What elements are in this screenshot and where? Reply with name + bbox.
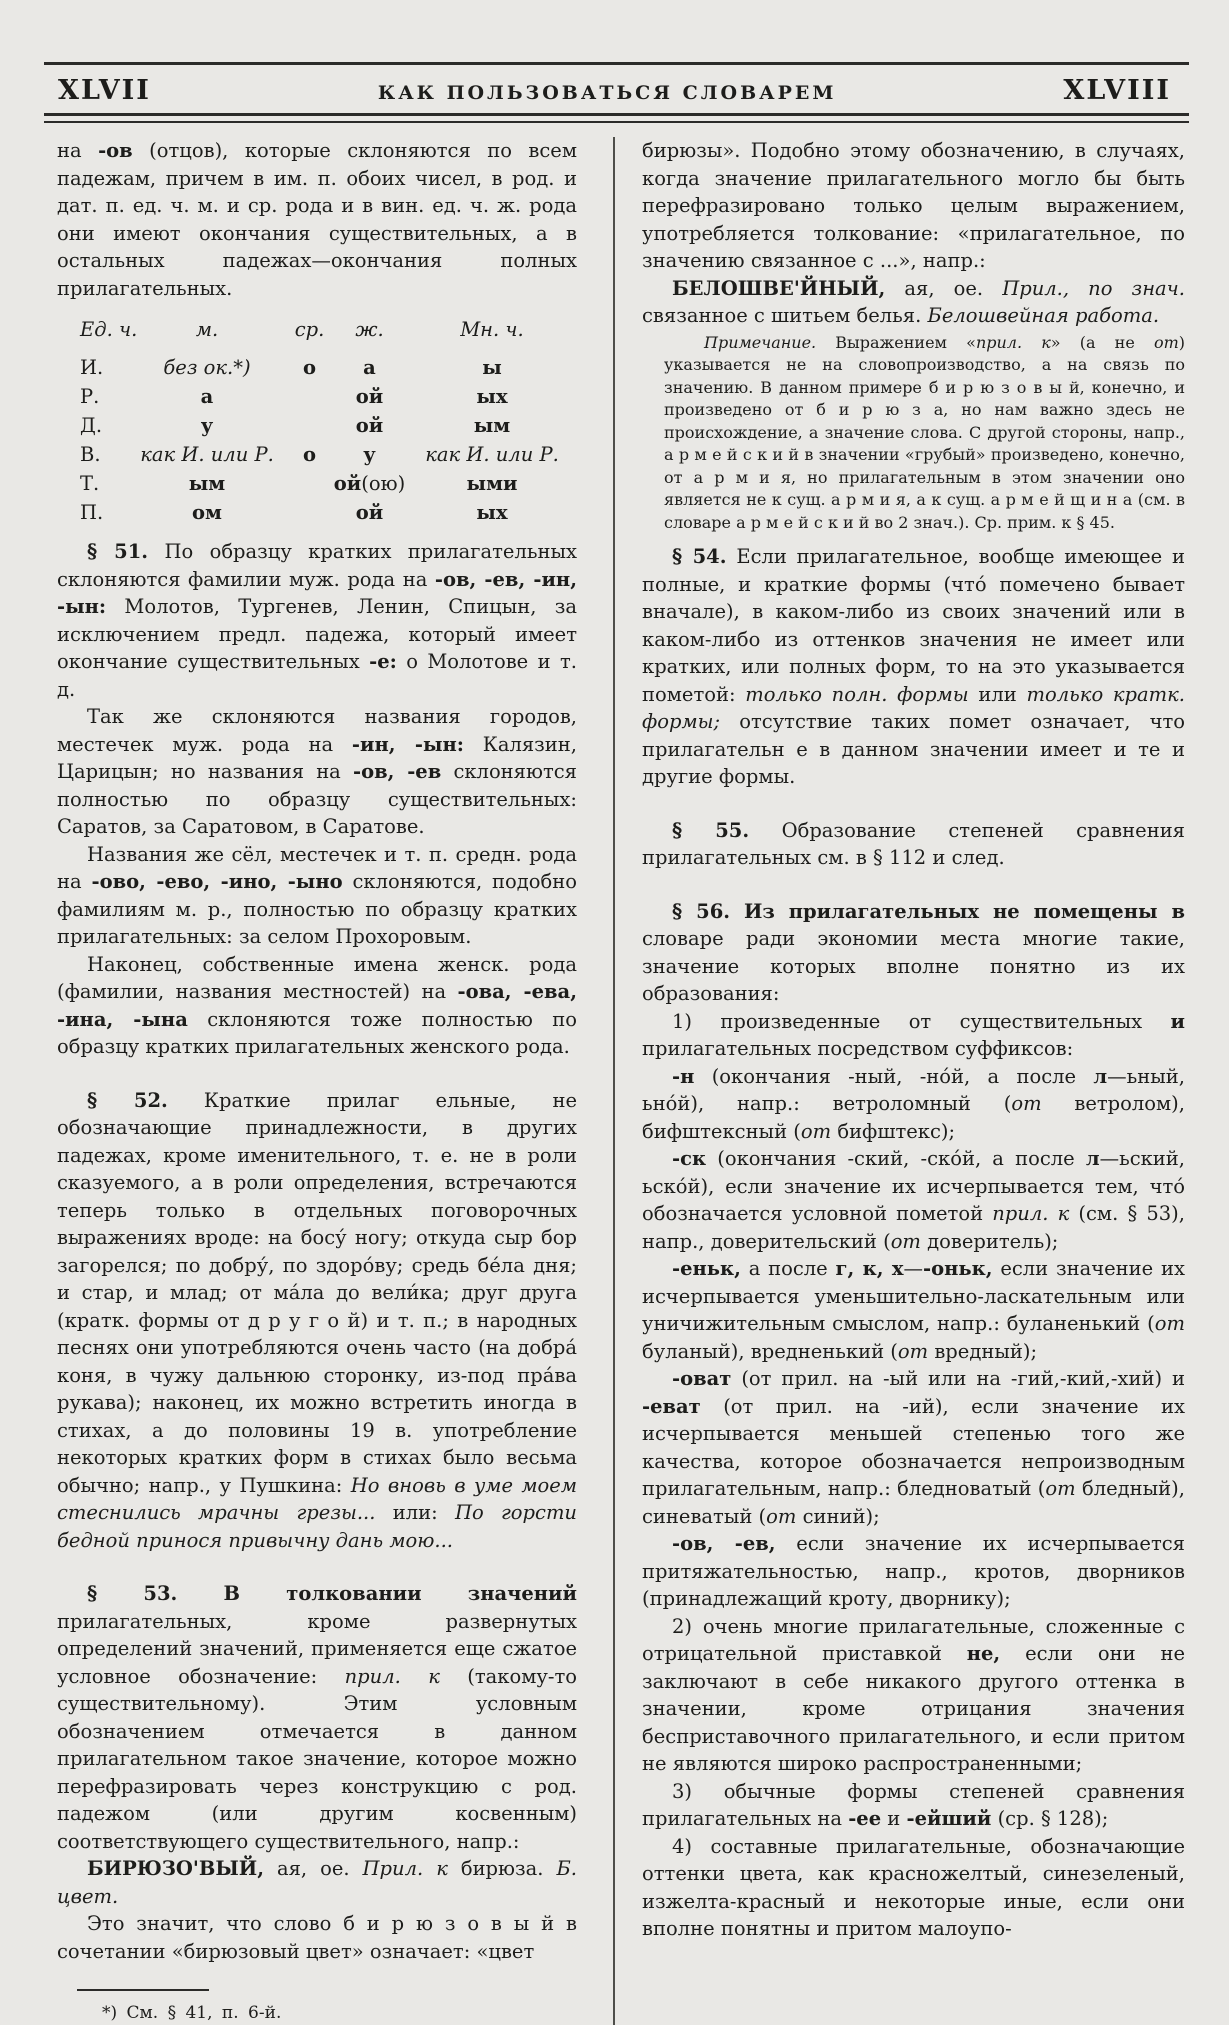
running-title: КАК ПОЛЬЗОВАТЬСЯ СЛОВАРЕМ <box>377 82 837 104</box>
table-header-cell: м. <box>195 318 219 341</box>
section-51-paragraph-2: Так же склоняются названия городов, местечек муж. рода на -ин, -ын: Калязин, Царицын; но названия на -ов, -ев склоняются полностью по образцу существительных: Саратов, за Саратовом, в Саратове. <box>57 705 577 838</box>
continuation-paragraph: бирюзы». Подобно этому обозначению, в случаях, когда значение прилагательного могло бы быть перефразировано только целым выражением, употребляется толкование: «прилагательное, по значению связанное с ...», напр.: <box>642 139 1185 272</box>
section-55-paragraph: § 55. Образование степеней сравнения прилагательных см. в § 112 и след. <box>642 818 1185 869</box>
dictionary-guide-page <box>0 62 1229 2023</box>
section-51-paragraph-1: § 51. По образцу кратких прилагательных склоняются фамилии муж. рода на -ов, -ев, -ин, -ын: Молотов, Тургенев, Ленин, Спицын, за исключением предл. падежа, который имеет окончание существительных -е: о Молотове и т. д. <box>57 540 577 701</box>
table-header-cell: ср. <box>294 318 325 341</box>
table-row <box>57 498 577 527</box>
note-paragraph: Примечание. Выражением «прил. к» (а не от) указывается не на словопроизводство, а на связь по значению. В данном примере б и р ю з о в ы й, конечно, и произведено от б и р ю з а, но нам важно здесь не происхождение, а значение слова. С другой стороны, напр., а р м е й с к и й в значении «грубый» произведено, конечно, от а р м и я, но прилагательным в этом значении оно является не к сущ. а р м и я, а к сущ. а р м е й щ и н а (см. в словаре а р м е й с к и й во 2 знач.). Ср. прим. к § 45. <box>664 332 1186 532</box>
suffix-enk-paragraph: -еньк, а после г, к, х—-оньк, если значение их исчерпывается уменьшительно-ласкательным или уничижительным смыслом, напр.: буланенький (от буланый), вредненький (от вредный); <box>642 1257 1185 1363</box>
table-cell: у <box>363 443 376 466</box>
page-header <box>58 75 1171 106</box>
table-cell: И. <box>80 356 104 379</box>
footnote: *) См. § 41, п. 6-й. <box>102 2003 282 2023</box>
section-56-item-3: 3) обычные формы степеней сравнения прилагательных на -ее и -ейший (ср. § 128); <box>642 1779 1185 1830</box>
page-number-right: XLVIII <box>1063 75 1171 106</box>
table-row <box>57 469 577 498</box>
table-cell: ых <box>476 385 508 408</box>
table-cell: ы <box>482 356 502 379</box>
text-columns <box>57 137 1185 2025</box>
table-cell: без ок.*) <box>163 356 251 379</box>
table-cell <box>287 498 332 527</box>
section-56-item-2: 2) очень многие прилагательные, сложенные с отрицательной приставкой не, если они не заключают в себе никакого другого оттенка в значении, кроме отрицания значения бесприставочного прилагательного, и если притом не являются широко распространенными; <box>642 1614 1185 1775</box>
entry-biryuzovy: БИРЮЗО'ВЫЙ, ая, ое. Прил. к бирюза. Б. цвет. <box>57 1857 577 1908</box>
table-cell: Т. <box>80 472 100 495</box>
section-52-paragraph: § 52. Краткие прилаг ельные, не обозначающие принадлежности, в других падежах, кроме именительного, т. е. не в роли сказуемого, а в роли определения, встречаются теперь только в отдельных поговорочных выражениях вроде: на босу́ ногу; откуда сыр бор загорелся; по добру́, по здоро́ву; средь бе́ла дня; и стар, и млад; от ма́ла до вели́ка; друг друга (кратк. формы от д р у г о й) и т. п.; в народных песнях они употребляются очень часто (на добра́ коня, в чужу дальнюю сторонку, из-под пра́ва рукава); наконец, их можно встретить иногда в стихах, а до половины 19 в. употребление некоторых кратких форм в стихах было весьма обычно; напр., у Пушкина: Но вновь в уме моем стеснились мрачны грезы... или: По горсти бедной принося привычну дань мою... <box>57 1088 577 1552</box>
table-cell: а <box>200 385 214 408</box>
section-56-paragraph: § 56. Из прилагательных не помещены в словаре ради экономии места многие такие, значение которых вполне понятно из их образования: <box>642 899 1185 1005</box>
table-row <box>57 440 577 469</box>
table-cell: о <box>302 356 316 379</box>
suffix-ovat-paragraph: -оват (от прил. на -ый или на -гий,-кий,-хий) и -еват (от прил. на -ий), если значение их исчерпывается меньшей степенью того же качества, которое обозначается непроизводным прилагательным, напр.: бледноватый (от бледный), синеватый (от синий); <box>642 1367 1185 1528</box>
top-rule <box>44 62 1189 65</box>
left-column <box>57 137 613 2025</box>
section-51-paragraph-4: Наконец, собственные имена женск. рода (фамилии, названия местностей) на -ова, -ева, -ина, -ына склоняются тоже полностью по образцу кратких прилагательных женского рода. <box>57 952 577 1058</box>
table-cell: Д. <box>80 414 103 437</box>
table-cell <box>287 382 332 411</box>
header-double-rule <box>44 113 1189 123</box>
table-header-row <box>57 315 577 344</box>
page-number-left: XLVII <box>58 75 151 106</box>
suffix-ov-paragraph: -ов, -ев, если значение их исчерпывается притяжательностью, напр., кротов, дворников (принадлежащий кроту, дворнику); <box>642 1532 1185 1610</box>
table-cell: а <box>363 356 376 379</box>
table-cell: ой <box>355 414 384 437</box>
section-53-paragraph-2: Это значит, что слово б и р ю з о в ы й в сочетании «бирюзовый цвет» означает: «цвет <box>57 1912 577 1963</box>
section-51-paragraph-3: Названия же сёл, местечек и т. п. средн. рода на -ово, -ево, -ино, -ыно склоняются, подобно фамилиям м. р., полностью по образцу кратких прилагательных: за селом Прохоровым. <box>57 842 578 948</box>
table-cell <box>287 469 332 498</box>
section-53-paragraph: § 53. В толковании значений прилагательных, кроме развернутых определений значений, применяется еще сжатое условное обозначение: прил. к (такому-то существительному). Этим условным обозначением отмечается в данном прилагательном такое значение, которое можно перефразировать через конструкцию с род. падежом (или другим косвенным) соответствующего существительного, напр.: <box>57 1582 577 1853</box>
table-cell <box>287 411 332 440</box>
table-cell: Р. <box>80 385 100 408</box>
table-cell: ых <box>476 501 508 524</box>
table-cell: ым <box>188 472 226 495</box>
table-row <box>57 353 577 382</box>
table-header-cell: Ед. ч. <box>80 318 138 341</box>
right-column <box>613 137 1185 2025</box>
footnote-rule <box>77 1989 209 1991</box>
suffix-sk-paragraph: -ск (окончания -ский, -ско́й, а после л—ьский, ьско́й), если значение их исчерпывается тем, что́ обозначается условной пометой прил. к (см. § 53), напр., доверительский (от доверитель); <box>642 1147 1185 1253</box>
table-cell: ой <box>355 501 384 524</box>
table-cell: П. <box>80 501 104 524</box>
table-cell: ым <box>473 414 511 437</box>
table-cell: у <box>200 414 214 437</box>
table-cell: ой(ою) <box>333 472 406 495</box>
table-cell: о <box>302 443 316 466</box>
table-header-cell: Мн. ч. <box>460 318 524 341</box>
table-cell: ыми <box>466 472 518 495</box>
table-cell: как И. или Р. <box>425 443 559 466</box>
section-54-paragraph: § 54. Если прилагательное, вообще имеющее и полные, и краткие формы (что́ помечено бывает вначале), в каком-либо из своих значений или в каком-либо из оттенков значения не имеет или кратких, или полных форм, то на это указывается пометой: только полн. формы или только кратк. формы; отсутствие таких помет означает, что прилагательн е в данном значении имеет и те и другие формы. <box>642 545 1185 788</box>
declension-table <box>57 315 577 527</box>
section-56-item-4: 4) составные прилагательные, обозначающие оттенки цвета, как красножелтый, синезеленый, изжелта-красный и некоторые иные, если они вполне понятны и притом малоупо- <box>642 1834 1185 1940</box>
table-row <box>57 411 577 440</box>
entry-beloshveiny: БЕЛОШВЕ'ЙНЫЙ, ая, ое. Прил., по знач. связанное с шитьем белья. Белошвейная работа. <box>642 276 1185 327</box>
table-cell: как И. или Р. <box>140 443 274 466</box>
table-cell: ом <box>192 501 222 524</box>
intro-paragraph: на -ов (отцов), которые склоняются по всем падежам, причем в им. п. обоих чисел, в род. и дат. п. ед. ч. м. и ср. рода и в вин. ед. ч. ж. рода они имеют окончания существительных, а в остальных падежах—окончания полных прилагательных. <box>57 139 578 300</box>
table-header-cell: ж. <box>355 318 384 341</box>
table-row <box>57 382 577 411</box>
section-56-item-1: 1) произведенные от существительных и прилагательных посредством суффиксов: <box>642 1009 1185 1060</box>
suffix-n-paragraph: -н (окончания -ный, -но́й, а после л—ьный, ьно́й), напр.: ветроломный (от ветролом), бифштексный (от бифштекс); <box>642 1064 1185 1143</box>
table-cell: ой <box>355 385 384 408</box>
table-cell: В. <box>80 443 101 466</box>
